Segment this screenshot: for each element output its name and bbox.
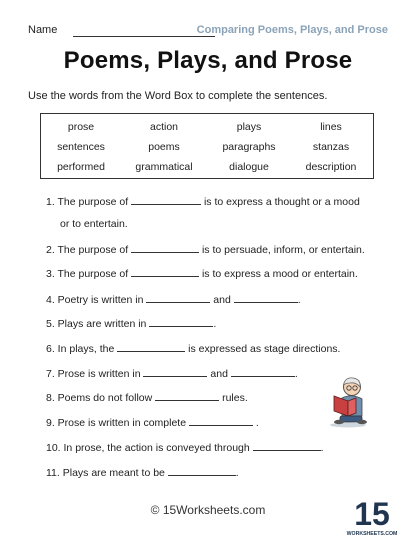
- page-title: Poems, Plays, and Prose: [63, 47, 353, 74]
- answer-blank[interactable]: [234, 292, 298, 303]
- instruction-text: Use the words from the Word Box to complete the sentences.: [28, 90, 328, 102]
- question-1: 1. The purpose of is to express a thought or a mood: [46, 196, 360, 208]
- question-4: 4. Poetry is written in and .: [46, 294, 301, 306]
- question-7: 7. Prose is written in and .: [46, 368, 298, 380]
- question-2: 2. The purpose of is to persuade, inform, or entertain.: [46, 244, 365, 256]
- word-box-word: stanzas: [312, 141, 350, 153]
- 15worksheets-logo: [346, 494, 398, 538]
- footer-copyright: © 15Worksheets.com: [150, 503, 266, 517]
- answer-blank[interactable]: [117, 341, 185, 352]
- answer-blank[interactable]: [253, 440, 321, 451]
- question-10: 10. In prose, the action is conveyed through .: [46, 442, 324, 454]
- word-box-word: grammatical: [135, 161, 193, 173]
- word-box-word: performed: [57, 161, 105, 173]
- logo-number: 15: [354, 496, 390, 532]
- word-box-word: sentences: [57, 141, 105, 153]
- header: [28, 24, 388, 40]
- word-box-word: prose: [67, 121, 95, 133]
- logo-text: WORKSHEETS.COM: [346, 531, 398, 537]
- answer-blank[interactable]: [146, 292, 210, 303]
- word-box: [40, 113, 374, 179]
- answer-blank[interactable]: [231, 366, 295, 377]
- word-box-word: paragraphs: [222, 141, 276, 153]
- question-11: 11. Plays are meant to be .: [46, 467, 239, 479]
- question-1-continued: or to entertain.: [60, 218, 128, 230]
- reading-child-illustration: [326, 376, 370, 428]
- question-5: 5. Plays are written in .: [46, 318, 217, 330]
- answer-blank[interactable]: [131, 242, 199, 253]
- answer-blank[interactable]: [149, 316, 213, 327]
- word-box-word: poems: [148, 141, 180, 153]
- word-box-word: description: [305, 161, 357, 173]
- question-9: 9. Prose is written in complete .: [46, 417, 259, 429]
- question-3: 3. The purpose of is to express a mood or entertain.: [46, 268, 358, 280]
- answer-blank[interactable]: [189, 415, 253, 426]
- name-field[interactable]: [73, 36, 215, 37]
- answer-blank[interactable]: [168, 465, 236, 476]
- question-6: 6. In plays, the is expressed as stage directions.: [46, 343, 341, 355]
- answer-blank[interactable]: [131, 194, 201, 205]
- worksheet-subtitle: Comparing Poems, Plays, and Prose: [196, 24, 388, 36]
- word-box-word: plays: [236, 121, 262, 133]
- name-label: Name: [28, 24, 58, 36]
- word-box-word: lines: [320, 121, 342, 133]
- answer-blank[interactable]: [131, 266, 199, 277]
- answer-blank[interactable]: [143, 366, 207, 377]
- word-box-word: action: [149, 121, 179, 133]
- question-8: 8. Poems do not follow rules.: [46, 392, 248, 404]
- answer-blank[interactable]: [155, 390, 219, 401]
- word-box-word: dialogue: [229, 161, 269, 173]
